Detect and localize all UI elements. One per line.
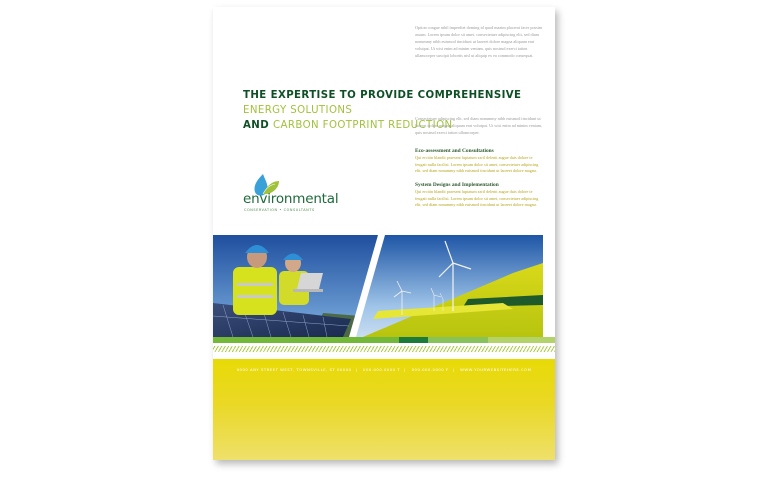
green-stripe	[213, 337, 555, 343]
section-title-eco: Eco-assessment and Consultations	[415, 148, 494, 154]
footer-fax: 000.000.0000 F	[411, 367, 449, 372]
footer-website: WWW.YOURWEBSITEHERE.COM	[460, 367, 532, 372]
headline-line2-accent: CARBON FOOTPRINT REDUCTION	[273, 120, 453, 131]
footer-phone: 000.000.0000 T	[363, 367, 401, 372]
headline-line1-accent: ENERGY SOLUTIONS	[243, 105, 353, 116]
section-body-systems: Qui ercitin blandit praesent luptatum zzril delenit augue duis dolore te feugait nulla facilisi. Lorem ipsum dolor sit amet, consectetuer adipiscing elit, sed diam nonummy nibh euismod tincidunt ut laoreet dolore magna.	[415, 189, 539, 207]
footer-contact: 0000 ANY STREET WEST, TOWNSVILLE, ST 00000 | 000.000.0000 T | 000.000.0000 F | WWW.YOURWEBSITEHERE.COM	[236, 367, 532, 372]
headline-line1-dark: THE EXPERTISE TO PROVIDE COMPREHENSIVE	[243, 90, 522, 101]
footer-address: 0000 ANY STREET WEST, TOWNSVILLE, ST 00000	[236, 367, 352, 372]
photo-wind-turbines	[356, 235, 543, 337]
logo-wordmark: environmental	[243, 191, 339, 207]
headline-line2-dark: AND	[243, 120, 270, 131]
section-title-systems: System Designs and Implementation	[415, 182, 499, 188]
section-body-eco: Qui ercitin blandit praesent luptatum zzril delenit augue duis dolore te feugait nulla facilisi. Lorem ipsum dolor sit amet, consectetuer adipiscing elit, sed diam nonummy nibh euismod tincidunt ut laoreet dolore magna.	[415, 155, 539, 173]
hatch-divider	[213, 346, 555, 352]
intro-paragraph: Option congue nihil imperdiet doming id quod mazim placerat facer possim assum. Lorem ipsum dolor sit amet, consectetuer adipiscing elit, sed diam nonummy nibh euismod tincidunt ut laoreet dolore magna aliquam erat volutpat. Ut wisi enim ad minim veniam, quis nostrud exerci tation ullamcorper suscipit lobortis nisl ut aliquip ex ea commodo consequat.	[415, 25, 543, 58]
logo-tagline: CONSERVATION • CONSULTANTS	[244, 208, 315, 212]
photo-band	[213, 233, 555, 343]
mid-paragraph: Consectetuer adipiscing elit, sed diam nonummy nibh euismod tincidunt ut laoreet dolore magna aliquam erat volutpat. Ut wisi enim ad minim veniam, quis nostrud exerci tation ullamcorper.	[415, 116, 543, 135]
footer-band	[213, 359, 555, 460]
flyer-page	[213, 7, 555, 460]
